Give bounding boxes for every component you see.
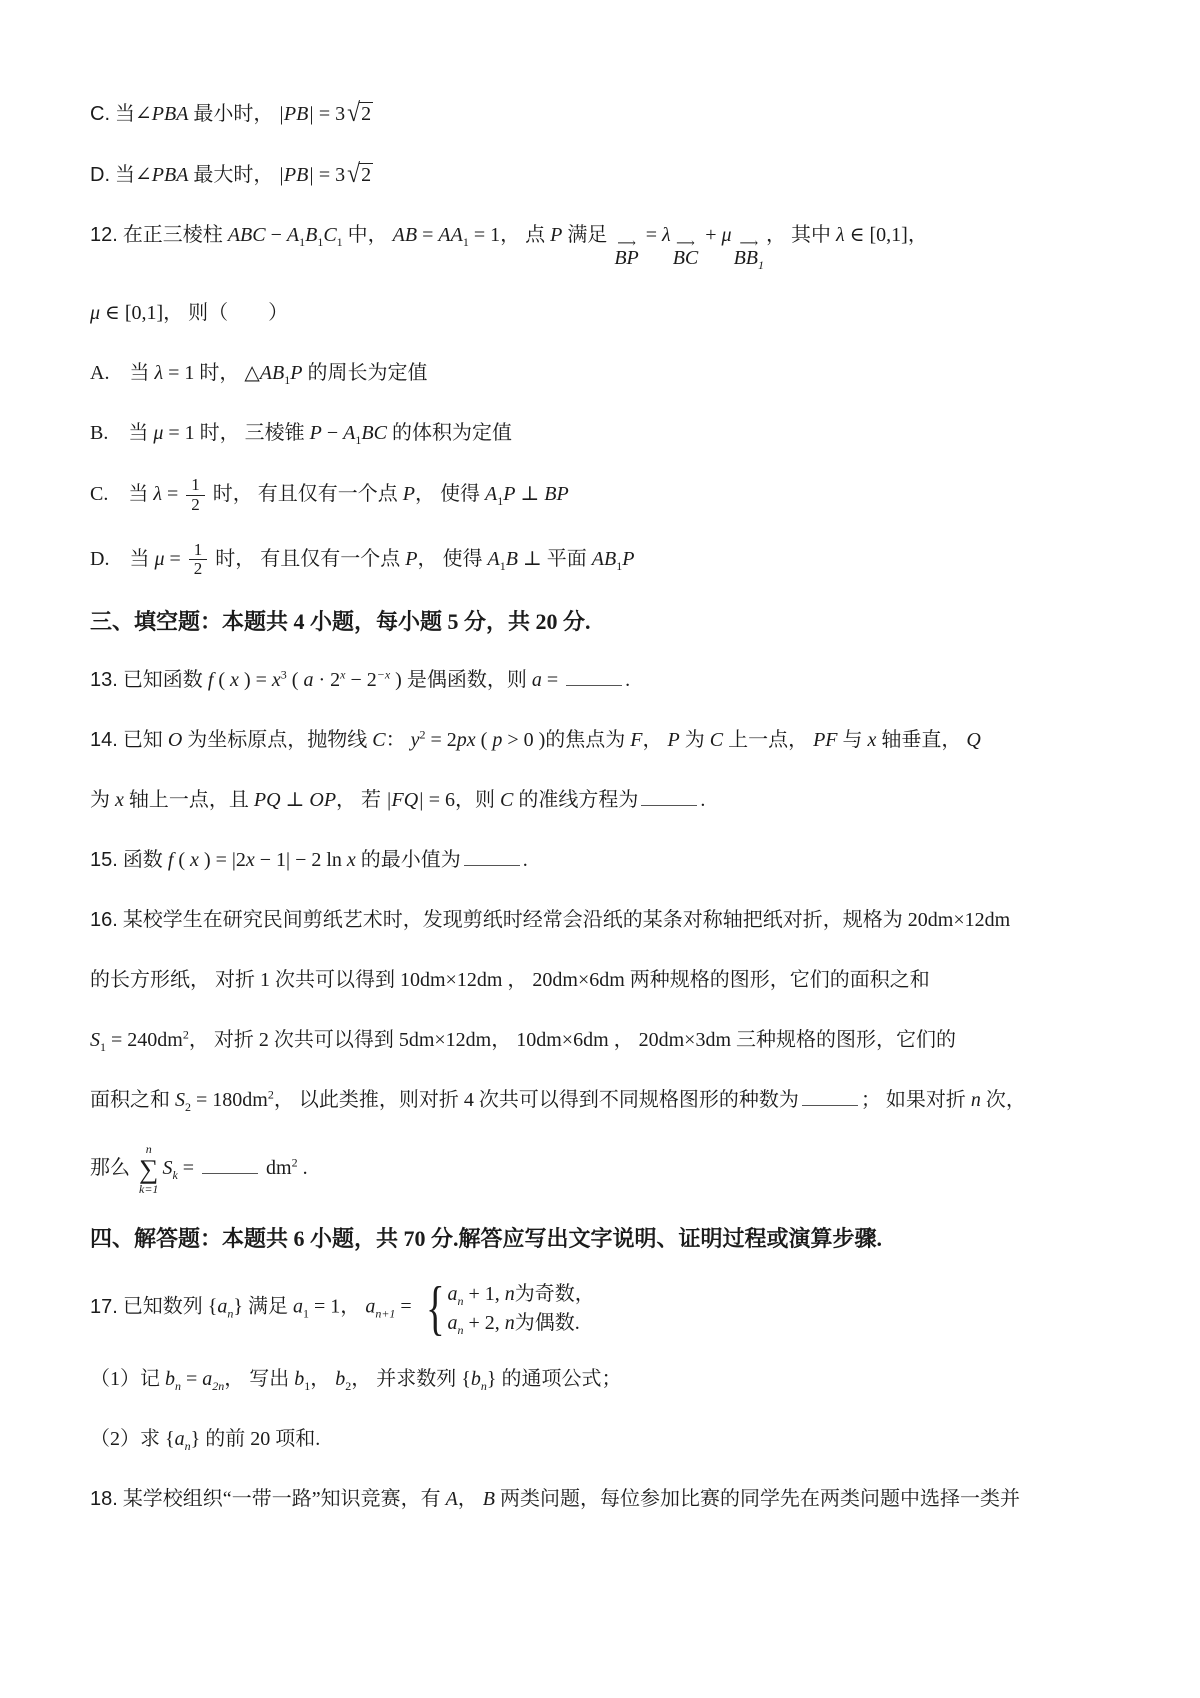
math-run: |PB| bbox=[278, 103, 314, 125]
text-run: B. 当 bbox=[90, 422, 154, 445]
text-run: − 1| − 2 ln bbox=[254, 849, 347, 872]
math-run: f bbox=[207, 669, 214, 692]
subscript: n bbox=[480, 1379, 487, 1394]
math-run: μ bbox=[721, 224, 732, 246]
text-run: = 1 时， △ bbox=[163, 362, 260, 385]
radical-sign-icon: √ bbox=[347, 98, 361, 128]
text-run: 已知函数 bbox=[122, 669, 208, 692]
math-run: PF bbox=[813, 729, 838, 752]
text-run: ⊥ 平面 bbox=[517, 547, 592, 570]
math-run: P bbox=[550, 224, 563, 246]
item-label: D. bbox=[90, 164, 110, 186]
math-run: C bbox=[372, 729, 386, 752]
subscript: 1 bbox=[758, 258, 765, 273]
math-run: x bbox=[190, 849, 199, 872]
question-13 bbox=[90, 663, 1142, 697]
question-17-part-1 bbox=[90, 1362, 1142, 1396]
math-run: a bbox=[202, 1368, 213, 1391]
text-run: + 2, bbox=[463, 1311, 505, 1334]
summation-sign-icon: ∑ bbox=[139, 1154, 159, 1185]
math-run: x bbox=[230, 669, 239, 692]
math-run: λ bbox=[836, 224, 845, 246]
text-run: ( bbox=[173, 849, 191, 872]
text-run: ， 对折 2 次共可以得到 5dm×12dm， 10dm×6dm ， 20dm×3dm 三种规格的图形，它们的 bbox=[188, 1029, 957, 1052]
subscript: 1 bbox=[616, 558, 623, 573]
text-run: } 的通项公式； bbox=[486, 1368, 622, 1391]
text-run: 的周长为定值 bbox=[302, 362, 428, 385]
fraction-denominator: 2 bbox=[193, 559, 203, 579]
question-16-line-4 bbox=[90, 1083, 1142, 1117]
cases-row bbox=[448, 1281, 595, 1307]
math-run: ∠PBA bbox=[135, 164, 189, 186]
text-run: ， 若 bbox=[336, 789, 387, 812]
text-run: + bbox=[700, 224, 722, 246]
math-run: p bbox=[492, 729, 503, 752]
text-run: = bbox=[181, 1368, 203, 1391]
math-run: px bbox=[456, 729, 476, 752]
question-16-line-5 bbox=[90, 1143, 1142, 1196]
fraction-denominator: 2 bbox=[191, 495, 200, 515]
math-run: μ bbox=[154, 547, 165, 570]
text-run: − 2 bbox=[345, 669, 377, 692]
item-label: 13. bbox=[90, 669, 118, 692]
text-run: . bbox=[522, 849, 528, 872]
text-run: 时， 有且仅有一个点 bbox=[210, 547, 406, 570]
text-run: = 1， bbox=[309, 1295, 366, 1318]
text-run: = bbox=[640, 224, 663, 246]
subscript: 1 bbox=[299, 235, 306, 249]
text-run: 函数 bbox=[122, 849, 168, 872]
item-label: 12. bbox=[90, 224, 118, 246]
text-run: 的长方形纸， 对折 1 次共可以得到 10dm×12dm ， 20dm×6dm 两种规格的图形，它们的面积之和 bbox=[90, 969, 930, 992]
math-run: C bbox=[323, 224, 337, 246]
text-run: > 0 )的焦点为 bbox=[502, 729, 631, 752]
math-run: C bbox=[709, 729, 724, 752]
answer-blank bbox=[641, 790, 697, 806]
subscript: n bbox=[227, 1306, 234, 1321]
math-run: a bbox=[365, 1295, 376, 1318]
text-run: ： bbox=[385, 729, 411, 752]
piecewise-cases bbox=[421, 1275, 595, 1342]
text-run: ， 使得 bbox=[415, 483, 486, 506]
math-run: AA bbox=[438, 224, 463, 246]
math-run: P bbox=[290, 362, 303, 385]
vector-overline bbox=[733, 235, 765, 273]
superscript: x bbox=[340, 667, 346, 682]
text-run: ∈ [0,1]， 则（ ） bbox=[100, 302, 289, 325]
question-12-line-1 bbox=[90, 218, 1142, 273]
text-run: 当 bbox=[115, 164, 135, 186]
text-run: = 1 时， 三棱锥 bbox=[163, 422, 310, 445]
math-run: b bbox=[470, 1368, 481, 1391]
math-run: A bbox=[343, 422, 356, 445]
question-17-line-1 bbox=[90, 1275, 1142, 1342]
math-run: S bbox=[162, 1157, 173, 1180]
math-run: n bbox=[970, 1089, 981, 1112]
text-run: = 3 bbox=[313, 103, 346, 125]
math-run: P bbox=[405, 547, 418, 570]
text-run: 四、解答题：本题共 6 小题，共 70 分.解答应写出文字说明、证明过程或演算步骤. bbox=[90, 1226, 883, 1252]
math-run: a bbox=[303, 669, 314, 692]
text-run: 两类问题，每位参加比赛的同学先在两类问题中选择一类并 bbox=[495, 1488, 1021, 1511]
math-run: AB bbox=[259, 362, 285, 385]
math-run: λ bbox=[662, 224, 671, 246]
text-run: ， bbox=[642, 729, 668, 752]
superscript: 2 bbox=[291, 1155, 298, 1170]
summation-lower-limit: k=1 bbox=[139, 1182, 159, 1197]
summation-upper-limit: n bbox=[145, 1142, 152, 1157]
question-17-part-2 bbox=[90, 1422, 1142, 1456]
option-11-C bbox=[90, 96, 1142, 131]
text-run: 上一点， bbox=[723, 729, 814, 752]
subscript: n bbox=[457, 1322, 464, 1337]
math-run: C bbox=[499, 789, 514, 812]
text-run: 中， bbox=[342, 224, 393, 246]
subscript: n bbox=[184, 1439, 191, 1454]
text-run: （2）求 { bbox=[90, 1428, 175, 1451]
subscript: 1 bbox=[100, 1040, 106, 1055]
math-run: P bbox=[622, 547, 635, 570]
question-12-option-B bbox=[90, 416, 1142, 450]
text-run: ， 以此类推，则对折 4 次共可以得到不同规格图形的种数为 bbox=[273, 1089, 799, 1112]
text-run: 当 bbox=[115, 103, 135, 125]
math-run: Q bbox=[966, 729, 981, 752]
text-run: D. 当 bbox=[90, 547, 155, 570]
subscript: n+1 bbox=[375, 1306, 396, 1321]
superscript: −x bbox=[376, 667, 391, 682]
text-run: ∈ [0,1]， bbox=[844, 224, 928, 246]
math-run: n bbox=[504, 1311, 515, 1334]
math-run: x bbox=[867, 729, 877, 752]
superscript: 2 bbox=[182, 1027, 189, 1042]
option-11-D bbox=[90, 157, 1142, 192]
math-run: n bbox=[504, 1282, 515, 1305]
math-run: AB bbox=[591, 547, 617, 570]
text-run: = bbox=[417, 224, 439, 246]
math-run: x bbox=[115, 789, 124, 812]
vector-arrow-icon: ⟶ bbox=[739, 235, 759, 251]
math-run: x bbox=[271, 669, 281, 692]
math-run: S bbox=[90, 1029, 100, 1052]
math-run: OP bbox=[309, 789, 337, 812]
text-run: ( bbox=[475, 729, 493, 752]
math-run: a bbox=[447, 1282, 458, 1305]
item-label: 14. bbox=[90, 729, 118, 752]
math-run: B bbox=[505, 547, 518, 570]
text-run: ， 写出 bbox=[224, 1368, 295, 1391]
vector-arrow-icon: ⟶ bbox=[617, 235, 636, 251]
item-label: 16. bbox=[90, 909, 118, 932]
vector-overline bbox=[672, 235, 699, 270]
math-run: A bbox=[286, 224, 300, 246]
text-run: 的体积为定值 bbox=[386, 422, 512, 445]
radicand: 2 bbox=[361, 164, 372, 186]
math-run: A bbox=[485, 483, 498, 506]
text-run: dm bbox=[261, 1157, 292, 1180]
cases-rows bbox=[448, 1281, 595, 1336]
math-run: AB bbox=[392, 224, 418, 246]
text-run: = bbox=[177, 1157, 200, 1180]
math-run: λ bbox=[153, 483, 163, 506]
question-16-line-2 bbox=[90, 963, 1142, 997]
math-run: a bbox=[174, 1428, 185, 1451]
subscript: n bbox=[175, 1379, 181, 1394]
question-12-option-A bbox=[90, 356, 1142, 390]
math-run: BC bbox=[361, 422, 387, 445]
fraction bbox=[186, 476, 205, 514]
cases-row bbox=[448, 1310, 595, 1336]
math-run: a bbox=[217, 1295, 228, 1318]
math-run: ∠PBA bbox=[135, 103, 189, 125]
text-run: 最大时， bbox=[188, 164, 279, 186]
subscript: 2 bbox=[345, 1379, 352, 1394]
question-16-line-3 bbox=[90, 1023, 1142, 1057]
text-run: = bbox=[541, 669, 564, 692]
text-run: 次， bbox=[980, 1089, 1026, 1112]
text-run: ) = bbox=[238, 669, 272, 692]
item-label: 18. bbox=[90, 1488, 118, 1511]
radical-sign-icon: √ bbox=[347, 159, 361, 189]
subscript: 1 bbox=[355, 433, 362, 448]
vector-arrow-icon: ⟶ bbox=[676, 235, 695, 251]
math-run: P bbox=[309, 422, 322, 445]
vector-letters: BC bbox=[672, 247, 699, 270]
text-run: 为偶数. bbox=[514, 1311, 580, 1334]
text-run: 为 bbox=[679, 729, 710, 752]
radicand: 2 bbox=[361, 103, 372, 125]
text-run: 与 bbox=[837, 729, 868, 752]
math-run: f bbox=[167, 849, 174, 872]
math-run: PQ bbox=[253, 789, 281, 812]
subscript: 1 bbox=[462, 235, 469, 249]
text-run: 已知 bbox=[122, 729, 168, 752]
text-run: 为坐标原点，抛物线 bbox=[182, 729, 373, 752]
text-run: 最小时， bbox=[188, 103, 279, 125]
math-run: P bbox=[503, 483, 516, 506]
math-run: ABC bbox=[227, 224, 266, 246]
vector-letters: BB bbox=[733, 247, 759, 270]
vector-body bbox=[614, 247, 638, 270]
question-16-line-1 bbox=[90, 903, 1142, 937]
text-run: = bbox=[395, 1295, 417, 1318]
math-run: b bbox=[165, 1368, 175, 1391]
fraction-numerator: 1 bbox=[186, 476, 205, 496]
answer-blank bbox=[464, 850, 520, 866]
text-run: ⊥ bbox=[515, 483, 545, 506]
text-run: ； 如果对折 bbox=[860, 1089, 971, 1112]
question-12-option-C bbox=[90, 476, 1142, 514]
question-18-line-1 bbox=[90, 1482, 1142, 1516]
text-run: . bbox=[625, 669, 631, 692]
math-run: x bbox=[245, 849, 255, 872]
text-run: ， 并求数列 { bbox=[351, 1368, 471, 1391]
text-run: ， 其中 bbox=[766, 224, 837, 246]
brace-icon: { bbox=[425, 1275, 445, 1342]
subscript: 1 bbox=[336, 235, 343, 249]
math-run: S bbox=[175, 1089, 185, 1112]
text-run: = 6，则 bbox=[423, 789, 500, 812]
subscript: 2 bbox=[185, 1100, 191, 1115]
vector-letters: BP bbox=[614, 247, 639, 270]
math-run: b bbox=[335, 1368, 346, 1391]
math-run: O bbox=[167, 729, 183, 752]
subscript: n bbox=[457, 1293, 464, 1308]
math-run: μ bbox=[153, 422, 164, 445]
vector-overline bbox=[614, 235, 639, 270]
section-header-answer bbox=[90, 1222, 1142, 1256]
text-run: 面积之和 bbox=[90, 1089, 175, 1112]
math-run: μ bbox=[90, 302, 101, 325]
vector-body bbox=[733, 247, 765, 273]
superscript: 3 bbox=[280, 667, 287, 682]
item-label: 15. bbox=[90, 849, 118, 872]
text-run: = 1， 点 bbox=[468, 224, 551, 246]
math-run: a bbox=[447, 1311, 458, 1334]
text-run: 某学校组织“一带一路”知识竞赛，有 bbox=[122, 1488, 446, 1511]
summation bbox=[139, 1143, 158, 1196]
text-run: ( bbox=[286, 669, 304, 692]
text-run: 轴垂直， bbox=[876, 729, 967, 752]
math-run: B bbox=[305, 224, 318, 246]
math-run: a bbox=[293, 1295, 304, 1318]
document-body bbox=[90, 96, 1142, 1516]
text-run: . bbox=[700, 789, 706, 812]
text-run: 满足 bbox=[562, 224, 613, 246]
subscript: k bbox=[172, 1168, 178, 1183]
subscript: 1 bbox=[304, 1379, 311, 1394]
math-run: x bbox=[346, 849, 356, 872]
text-run: = bbox=[162, 483, 184, 506]
answer-blank bbox=[802, 1090, 858, 1106]
math-run: b bbox=[294, 1368, 305, 1391]
text-run: = bbox=[164, 547, 186, 570]
subscript: 1 bbox=[499, 558, 506, 573]
text-run: ， bbox=[310, 1368, 336, 1391]
text-run: − bbox=[321, 422, 344, 445]
math-run: a bbox=[531, 669, 542, 692]
text-run: 某校学生在研究民间剪纸艺术时，发现剪纸时经常会沿纸的某条对称轴把纸对折，规格为 20dm×12dm bbox=[122, 909, 1011, 932]
text-run: . bbox=[297, 1157, 308, 1180]
answer-blank bbox=[202, 1158, 258, 1174]
math-run: |PB| bbox=[278, 164, 314, 186]
math-run: y bbox=[410, 729, 420, 752]
text-run: 在正三棱柱 bbox=[122, 224, 228, 246]
item-label: 17. bbox=[90, 1295, 118, 1318]
text-run: } 的前 20 项和. bbox=[190, 1428, 321, 1451]
text-run: = 240dm bbox=[106, 1029, 183, 1052]
text-run: 轴上一点，且 bbox=[123, 789, 254, 812]
math-run: P bbox=[667, 729, 680, 752]
radical bbox=[347, 159, 373, 189]
math-run: P bbox=[402, 483, 416, 506]
math-run: B bbox=[482, 1488, 496, 1511]
superscript: 2 bbox=[419, 727, 426, 742]
text-run: = 3 bbox=[313, 164, 346, 186]
text-run: · 2 bbox=[313, 669, 341, 692]
math-run: BP bbox=[544, 483, 569, 506]
text-run: A. 当 bbox=[90, 362, 155, 385]
fraction bbox=[189, 541, 208, 579]
text-run: − bbox=[265, 224, 287, 246]
text-run: ) 是偶函数，则 bbox=[390, 669, 532, 692]
text-run: ⊥ bbox=[280, 789, 310, 812]
text-run: C. 当 bbox=[90, 483, 154, 506]
answer-blank bbox=[566, 670, 622, 686]
vector-body bbox=[673, 247, 699, 270]
math-run: A bbox=[487, 547, 500, 570]
text-run: ( bbox=[213, 669, 231, 692]
text-run: 三、填空题：本题共 4 小题，每小题 5 分，共 20 分. bbox=[90, 609, 591, 635]
math-run: F bbox=[630, 729, 643, 752]
question-15 bbox=[90, 843, 1142, 877]
text-run: （1）记 bbox=[90, 1368, 165, 1391]
math-run: A bbox=[445, 1488, 458, 1511]
subscript: 1 bbox=[284, 373, 291, 388]
text-run: 时， 有且仅有一个点 bbox=[207, 483, 403, 506]
text-run: 那么 bbox=[90, 1157, 135, 1180]
text-run: + 1, bbox=[463, 1282, 505, 1305]
subscript: 1 bbox=[497, 494, 504, 509]
subscript: 1 bbox=[303, 1306, 310, 1321]
text-run: ， bbox=[457, 1488, 483, 1511]
text-run: 为奇数， bbox=[514, 1282, 595, 1305]
text-run: 已知数列 { bbox=[122, 1295, 218, 1318]
fraction-numerator: 1 bbox=[189, 541, 208, 561]
text-run: 为 bbox=[90, 789, 115, 812]
math-run: λ bbox=[154, 362, 164, 385]
superscript: 2 bbox=[267, 1087, 274, 1102]
radical bbox=[347, 98, 373, 128]
text-run: = 180dm bbox=[191, 1089, 268, 1112]
math-run: |FQ| bbox=[386, 789, 424, 812]
question-14-line-1 bbox=[90, 723, 1142, 757]
text-run: 的最小值为 bbox=[355, 849, 461, 872]
item-label: C. bbox=[90, 103, 110, 125]
text-run: = 2 bbox=[425, 729, 457, 752]
subscript: 1 bbox=[317, 235, 324, 249]
text-run: ， 使得 bbox=[417, 547, 488, 570]
question-12-line-2 bbox=[90, 296, 1142, 330]
text-run: } 满足 bbox=[233, 1295, 294, 1318]
text-run: 的准线方程为 bbox=[513, 789, 639, 812]
question-14-line-2 bbox=[90, 783, 1142, 817]
subscript: 2n bbox=[212, 1379, 225, 1394]
section-header-fill-in bbox=[90, 605, 1142, 639]
text-run: ) = |2 bbox=[198, 849, 246, 872]
question-12-option-D bbox=[90, 541, 1142, 579]
